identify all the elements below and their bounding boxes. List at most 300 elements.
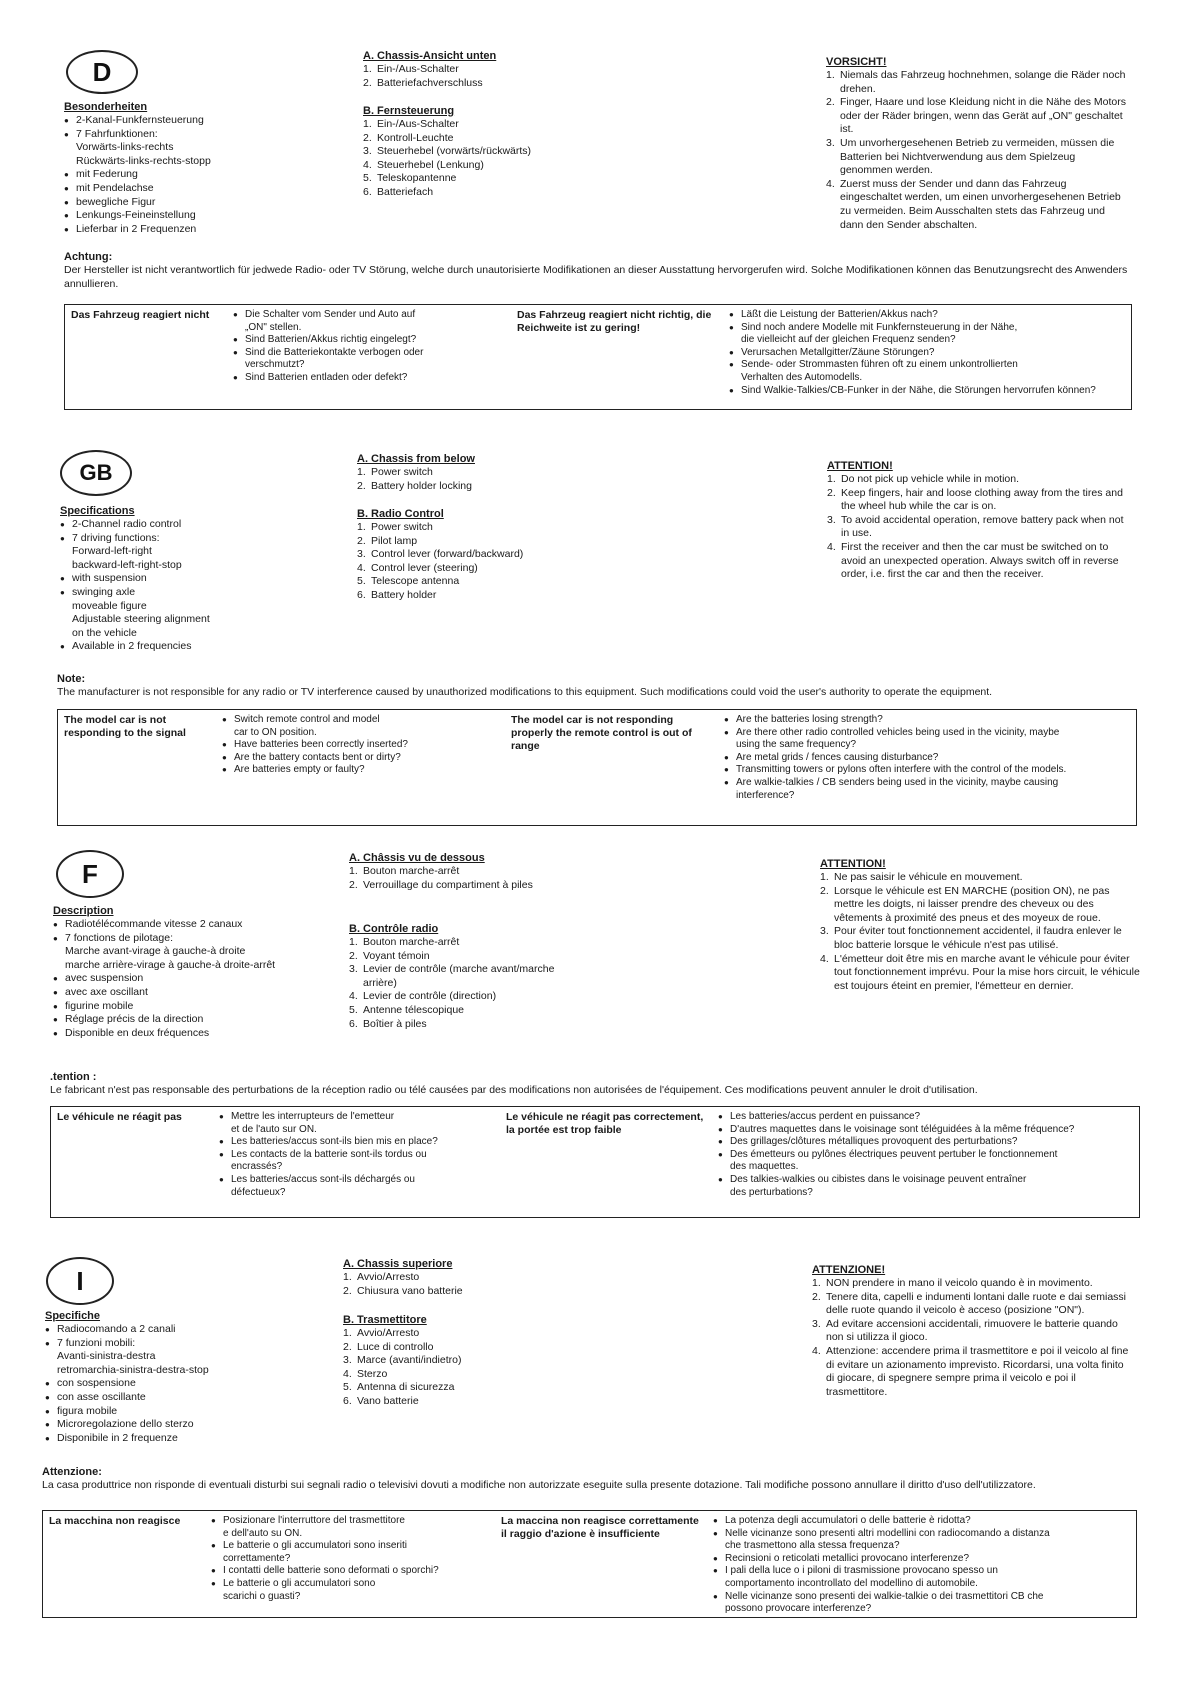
item-number: 1. xyxy=(812,1277,821,1289)
item-number: 3. xyxy=(827,513,836,526)
language-badge-fr: F xyxy=(56,850,124,898)
chassis-block xyxy=(363,50,603,90)
feature-item: Avanti-sinistra-destra xyxy=(57,1350,156,1363)
problem-label: La macchina non reagisce xyxy=(49,1515,181,1527)
check-item: e dell'auto su ON. xyxy=(223,1527,303,1539)
check-item: ● Nelle vicinanze sono presenti dei walkie-talkie o dei trasmettitori CB che xyxy=(713,1591,1123,1604)
item-number: 2. xyxy=(363,131,372,144)
check-item: ● D'autres maquettes dans le voisinage sont téléguidées à la même fréquence? xyxy=(718,1124,1108,1137)
feature-item: Marche avant-virage à gauche-à droite xyxy=(65,945,246,958)
language-badge-gb: GB xyxy=(60,450,132,496)
features-block xyxy=(53,905,323,1040)
item-text: Zuerst muss der Sender und dann das Fahrzeug eingeschaltet werden, um einen unvorhergesehenen Betrieb zu vermeiden. Beim Ausschalten stets das Fahrzeug und dann den Sender abschalten. xyxy=(840,177,1121,231)
warning-item xyxy=(812,1345,1132,1399)
feature-item: moveable figure xyxy=(72,599,147,612)
problem-label: Le véhicule ne réagit pas correctement, la portée est trop faible xyxy=(506,1111,704,1136)
item-text: Teleskopantenne xyxy=(377,172,457,185)
remote-item xyxy=(363,172,603,186)
feature-item: ● Radiocomando a 2 canali xyxy=(45,1323,315,1337)
remote-block xyxy=(349,923,589,1031)
item-number: 1. xyxy=(343,1327,352,1339)
checks-list xyxy=(713,1515,1123,1616)
item-text: Batteriefach xyxy=(377,185,434,198)
checks-list xyxy=(718,1111,1108,1199)
warning-list xyxy=(820,871,1140,993)
chassis-title: A. Chassis superiore xyxy=(343,1258,453,1270)
item-text: Pilot lamp xyxy=(371,534,418,547)
feature-item: ● 2-Channel radio control xyxy=(60,518,330,532)
remote-title: B. Contrôle radio xyxy=(349,923,439,935)
check-item: défectueux? xyxy=(231,1186,286,1198)
feature-item: ● Disponibile in 2 frequenze xyxy=(45,1432,315,1446)
item-number: 4. xyxy=(349,990,358,1003)
remote-item xyxy=(363,118,603,132)
feature-item: on the vehicle xyxy=(72,626,137,639)
chassis-list xyxy=(349,865,589,892)
checks-list xyxy=(233,309,473,385)
item-text: Lorsque le véhicule est EN MARCHE (position ON), ne pas mettre les doigts, ni laisser prendre des cheveux ou des vêtements à proximité des pneus et des moyeux de roue. xyxy=(834,884,1110,924)
chassis-list xyxy=(343,1271,583,1298)
item-number: 1. xyxy=(363,118,372,130)
remote-item xyxy=(349,936,589,950)
item-number: 6. xyxy=(363,185,372,198)
item-text: Keep fingers, hair and loose clothing away from the tires and the wheel hub while the car is on. xyxy=(841,486,1123,513)
remote-item xyxy=(343,1381,583,1395)
check-item: des maquettes. xyxy=(730,1161,799,1173)
item-number: 5. xyxy=(357,575,366,588)
remote-item xyxy=(343,1341,583,1355)
item-text: Verrouillage du compartiment à piles xyxy=(363,878,533,891)
legal-note xyxy=(57,673,1137,700)
item-number: 2. xyxy=(349,949,358,962)
item-text: Control lever (steering) xyxy=(371,561,478,574)
item-text: Attenzione: accendere prima il trasmettitore e poi il veicolo al fine di evitare un azionamento imprevisto. Ricordarsi, una volta finito di giocare, di spegnere sempre prima il veicolo e poi il trasmettitore. xyxy=(826,1344,1129,1398)
feature-item: ● 2-Kanal-Funkfernsteuerung xyxy=(64,114,334,128)
warning-item xyxy=(820,871,1140,885)
remote-item xyxy=(363,186,603,200)
warning-item xyxy=(827,473,1127,487)
item-text: Power switch xyxy=(371,521,433,533)
item-text: Avvio/Arresto xyxy=(357,1271,420,1283)
item-number: 1. xyxy=(357,466,366,478)
note-title: Achtung: xyxy=(64,251,113,263)
warning-item xyxy=(826,137,1126,178)
remote-item xyxy=(343,1368,583,1382)
remote-item xyxy=(343,1395,583,1409)
check-item: ● Sind Walkie-Talkies/CB-Funker in der Nähe, die Störungen hervorrufen können? xyxy=(729,385,1109,398)
troubleshooting-table xyxy=(50,1106,1140,1218)
check-item: ● Are metal grids / fences causing disturbance? xyxy=(724,752,1124,765)
check-item: ● Are batteries empty or faulty? xyxy=(222,764,462,777)
check-item: ● Are there other radio controlled vehicles being used in the vicinity, maybe xyxy=(724,727,1124,740)
chassis-item xyxy=(357,480,597,494)
check-item: ● Recinsioni o reticolati metallici provocano interferenze? xyxy=(713,1553,1123,1566)
item-text: Bouton marche-arrêt xyxy=(363,865,460,877)
item-text: Ein-/Aus-Schalter xyxy=(377,63,459,75)
feature-item: ● 7 funzioni mobili: xyxy=(45,1337,315,1351)
item-text: Batteriefachverschluss xyxy=(377,76,483,89)
item-number: 4. xyxy=(820,952,829,965)
remote-item xyxy=(349,990,589,1004)
check-item: ● Sind Batterien entladen oder defekt? xyxy=(233,372,473,385)
check-item: comportamento incontrollato del modellino di automobile. xyxy=(725,1577,978,1589)
item-text: Battery holder xyxy=(371,588,437,601)
features-list xyxy=(64,114,334,236)
check-item: ● Have batteries been correctly inserted? xyxy=(222,739,462,752)
remote-title: B. Trasmettitore xyxy=(343,1314,427,1326)
check-item: ● Transmitting towers or pylons often interfere with the control of the models. xyxy=(724,764,1124,777)
features-title: Description xyxy=(53,905,114,917)
item-text: Boîtier à piles xyxy=(363,1017,427,1030)
remote-item xyxy=(357,535,597,549)
item-number: 3. xyxy=(357,548,366,561)
feature-item: ● 7 fonctions de pilotage: xyxy=(53,932,323,946)
item-number: 1. xyxy=(820,871,829,883)
feature-item: ● 7 Fahrfunktionen: xyxy=(64,128,334,142)
features-title: Specifications xyxy=(60,505,135,517)
item-number: 4. xyxy=(357,561,366,574)
check-item: ● I contatti delle batterie sono deformati o sporchi? xyxy=(211,1565,471,1578)
check-item: ● Sind noch andere Modelle mit Funkfernsteuerung in der Nähe, xyxy=(729,322,1109,335)
feature-item: ● figurine mobile xyxy=(53,1000,323,1014)
item-text: Steuerhebel (vorwärts/rückwärts) xyxy=(377,145,532,158)
item-text: Finger, Haare und lose Kleidung nicht in die Nähe des Motors oder der Räder bringen, wenn das Gerät auf „ON" geschaltet ist. xyxy=(840,96,1127,136)
feature-item: backward-left-right-stop xyxy=(72,558,182,571)
language-badge-de: D xyxy=(66,50,138,94)
check-item: ● Des émetteurs ou pylônes électriques peuvent pertuber le fonctionnement xyxy=(718,1149,1108,1162)
note-title: .tention : xyxy=(50,1071,97,1083)
item-number: 4. xyxy=(827,540,836,553)
check-item: ● La potenza degli accumulatori o delle batterie è ridotta? xyxy=(713,1515,1123,1528)
feature-item: ● avec axe oscillant xyxy=(53,986,323,1000)
warning-item xyxy=(812,1318,1132,1345)
item-text: Tenere dita, capelli e indumenti lontani dalle ruote e dai semiassi delle ruote quando il veicolo è acceso (posizione "ON"). xyxy=(826,1290,1127,1317)
features-block xyxy=(45,1310,315,1445)
item-text: Telescope antenna xyxy=(371,575,460,588)
chassis-item xyxy=(349,879,589,893)
remote-block xyxy=(357,508,597,603)
chassis-item xyxy=(363,63,603,77)
warning-title: VORSICHT! xyxy=(826,56,887,68)
item-number: 3. xyxy=(343,1354,352,1367)
note-title: Note: xyxy=(57,673,86,685)
warning-item xyxy=(826,96,1126,137)
chassis-item xyxy=(343,1285,583,1299)
legal-note xyxy=(42,1466,1122,1493)
remote-title: B. Radio Control xyxy=(357,508,444,520)
problem-label: Das Fahrzeug reagiert nicht xyxy=(71,309,210,321)
item-number: 4. xyxy=(343,1367,352,1380)
note-text: Le fabricant n'est pas responsable des perturbations de la réception radio ou télé causées par des modifications non autorisées de l'équipement. Ces modifications peuvent annuler le droit d'utilisation. xyxy=(50,1084,978,1096)
item-number: 1. xyxy=(827,473,836,485)
features-title: Besonderheiten xyxy=(64,101,148,113)
check-item: ● Sind Batterien/Akkus richtig eingelegt? xyxy=(233,334,473,347)
item-number: 2. xyxy=(357,534,366,547)
warning-item xyxy=(812,1277,1132,1291)
item-number: 1. xyxy=(826,69,835,81)
troubleshooting-table xyxy=(64,304,1132,410)
remote-list xyxy=(363,118,603,200)
remote-list xyxy=(357,521,597,603)
item-text: Ad evitare accensioni accidentali, rimuovere le batterie quando non si utilizza il gioco. xyxy=(826,1317,1118,1344)
item-text: Do not pick up vehicle while in motion. xyxy=(841,473,1020,485)
check-item: verschmutzt? xyxy=(245,359,305,371)
troubleshooting-table xyxy=(42,1510,1137,1618)
check-item: ● Are the battery contacts bent or dirty? xyxy=(222,752,462,765)
chassis-item xyxy=(357,466,597,480)
warning-item xyxy=(826,178,1126,232)
check-item: ● Sind die Batteriekontakte verbogen oder xyxy=(233,347,473,360)
item-number: 2. xyxy=(812,1290,821,1303)
warning-block xyxy=(812,1264,1132,1399)
check-item: ● Des talkies-walkies ou cibistes dans le voisinage peuvent entraîner xyxy=(718,1174,1108,1187)
check-item: ● Verursachen Metallgitter/Zäune Störungen? xyxy=(729,347,1109,360)
check-item: ● Are the batteries losing strength? xyxy=(724,714,1124,727)
remote-item xyxy=(349,963,589,990)
item-number: 5. xyxy=(349,1003,358,1016)
chassis-list xyxy=(357,466,597,493)
remote-item xyxy=(343,1354,583,1368)
item-text: Pour éviter tout fonctionnement accidentel, il faudra enlever le bloc batterie lorsque le véhicule n'est pas utilisé. xyxy=(834,925,1122,951)
warning-block xyxy=(820,858,1140,993)
feature-item: ● bewegliche Figur xyxy=(64,196,334,210)
warning-item xyxy=(812,1291,1132,1318)
check-item: die vielleicht auf der gleichen Frequenz senden? xyxy=(741,334,956,346)
feature-item: retromarchia-sinistra-destra-stop xyxy=(57,1363,209,1376)
chassis-item xyxy=(343,1271,583,1285)
item-text: Steuerhebel (Lenkung) xyxy=(377,158,484,171)
remote-item xyxy=(363,159,603,173)
warning-item xyxy=(820,953,1140,994)
item-text: Voyant témoin xyxy=(363,949,430,962)
chassis-list xyxy=(363,63,603,90)
chassis-item xyxy=(349,865,589,879)
check-item: ● Des grillages/clôtures métalliques provoquent des perturbations? xyxy=(718,1136,1108,1149)
check-item: ● Mettre les interrupteurs de l'emetteur xyxy=(219,1111,469,1124)
feature-item: ● Disponible en deux fréquences xyxy=(53,1027,323,1041)
warning-list xyxy=(812,1277,1132,1399)
warning-title: ATTENTION! xyxy=(827,460,893,472)
item-text: Power switch xyxy=(371,466,433,478)
feature-item: ● with suspension xyxy=(60,572,330,586)
warning-block xyxy=(827,460,1127,582)
remote-item xyxy=(357,562,597,576)
warning-list xyxy=(827,473,1127,582)
feature-item: ● Available in 2 frequencies xyxy=(60,640,330,654)
item-number: 1. xyxy=(357,521,366,533)
item-number: 6. xyxy=(357,588,366,601)
feature-item: ● Réglage précis de la direction xyxy=(53,1013,323,1027)
feature-item: ● 7 driving functions: xyxy=(60,532,330,546)
feature-item: ● figura mobile xyxy=(45,1405,315,1419)
item-text: Luce di controllo xyxy=(357,1340,434,1353)
problem-label: La maccina non reagisce correttamente il raggio d'azione è insufficiente xyxy=(501,1515,699,1540)
feature-item: ● mit Pendelachse xyxy=(64,182,334,196)
feature-item: ● Lieferbar in 2 Frequenzen xyxy=(64,223,334,237)
check-item: ● Le batterie o gli accumulatori sono inseriti xyxy=(211,1540,471,1553)
item-number: 1. xyxy=(349,865,358,877)
remote-item xyxy=(343,1327,583,1341)
legal-note xyxy=(64,251,1144,291)
item-text: To avoid accidental operation, remove battery pack when not in use. xyxy=(841,513,1124,540)
features-block xyxy=(60,505,330,654)
note-title: Attenzione: xyxy=(42,1466,102,1478)
item-text: Levier de contrôle (direction) xyxy=(363,990,497,1003)
item-number: 2. xyxy=(349,878,358,891)
check-item: ● Le batterie o gli accumulatori sono xyxy=(211,1578,471,1591)
check-item: ● Nelle vicinanze sono presenti altri modellini con radiocomando a distanza xyxy=(713,1528,1123,1541)
check-item: ● Les batteries/accus sont-ils déchargés ou xyxy=(219,1174,469,1187)
check-item: ● Läßt die Leistung der Batterien/Akkus nach? xyxy=(729,309,1109,322)
remote-item xyxy=(363,132,603,146)
remote-item xyxy=(357,575,597,589)
features-list xyxy=(53,918,323,1040)
chassis-block xyxy=(343,1258,583,1298)
warning-item xyxy=(827,487,1127,514)
remote-item xyxy=(349,1004,589,1018)
note-text: Der Hersteller ist nicht verantwortlich für jedwede Radio- oder TV Störung, welche durch unautorisierte Modifikationen an dieser Ausstattung hervorgerufen wird. Solche Modifikationen können das Benutzungsrecht des Anwenders annullieren. xyxy=(64,264,1128,290)
warning-item xyxy=(827,514,1127,541)
check-item: using the same frequency? xyxy=(736,739,857,751)
check-item: interference? xyxy=(736,789,795,801)
item-number: 2. xyxy=(363,76,372,89)
remote-item xyxy=(349,1018,589,1032)
item-number: 5. xyxy=(363,172,372,185)
checks-list xyxy=(724,714,1124,802)
check-item: „ON" stellen. xyxy=(245,321,302,333)
item-number: 6. xyxy=(343,1394,352,1407)
item-number: 4. xyxy=(363,158,372,171)
item-text: Levier de contrôle (marche avant/marche arrière) xyxy=(363,963,555,989)
check-item: correttamente? xyxy=(223,1552,291,1564)
check-item: ● Switch remote control and model xyxy=(222,714,462,727)
check-item: ● Les batteries/accus perdent en puissance? xyxy=(718,1111,1108,1124)
checks-list xyxy=(211,1515,471,1603)
item-number: 4. xyxy=(826,177,835,190)
features-list xyxy=(60,518,330,654)
feature-item: ● Lenkungs-Feineinstellung xyxy=(64,209,334,223)
item-text: Antenne télescopique xyxy=(363,1003,464,1016)
chassis-title: A. Chassis-Ansicht unten xyxy=(363,50,497,62)
check-item: possono provocare interferenze? xyxy=(725,1603,872,1615)
warning-item xyxy=(827,541,1127,582)
remote-item xyxy=(357,521,597,535)
chassis-title: A. Chassis from below xyxy=(357,453,475,465)
remote-list xyxy=(349,936,589,1031)
item-text: Vano batterie xyxy=(357,1394,419,1407)
item-number: 1. xyxy=(349,936,358,948)
feature-item: Forward-left-right xyxy=(72,545,152,558)
note-text: La casa produttrice non risponde di eventuali disturbi sui segnali radio o televisivi dovuti a modifiche non autorizzate eseguite sulla presente dotazione. Tali modifiche possono annullare il diritto d'uso dell'utilizzatore. xyxy=(42,1479,1036,1491)
item-number: 3. xyxy=(812,1317,821,1330)
feature-item: marche arrière-virage à gauche-à droite-arrêt xyxy=(65,958,276,971)
features-block xyxy=(64,101,334,236)
feature-item: ● avec suspension xyxy=(53,972,323,986)
item-text: NON prendere in mano il veicolo quando è in movimento. xyxy=(826,1277,1093,1289)
check-item: ● Les batteries/accus sont-ils bien mis en place? xyxy=(219,1136,469,1149)
language-badge-it: I xyxy=(46,1257,114,1305)
remote-list xyxy=(343,1327,583,1409)
check-item: che trasmettono alla stessa frequenza? xyxy=(725,1540,900,1552)
item-text: Ein-/Aus-Schalter xyxy=(377,118,459,130)
check-item: ● Sende- oder Strommasten führen oft zu einem unkontrollierten xyxy=(729,359,1109,372)
warning-block xyxy=(826,56,1126,232)
item-number: 3. xyxy=(349,963,358,976)
item-text: Um unvorhergesehenen Betrieb zu vermeiden, müssen die Batterien bei Nichtverwendung aus dem Spielzeug genommen werden. xyxy=(840,136,1115,177)
chassis-block xyxy=(349,852,589,892)
item-text: Control lever (forward/backward) xyxy=(371,548,524,561)
troubleshooting-table xyxy=(57,709,1137,826)
check-item: encrassés? xyxy=(231,1161,283,1173)
item-number: 6. xyxy=(349,1017,358,1030)
item-number: 3. xyxy=(363,145,372,158)
item-text: Battery holder locking xyxy=(371,479,472,492)
item-number: 2. xyxy=(357,479,366,492)
item-text: L'émetteur doit être mis en marche avant le véhicule pour éviter tout fonctionnement imprévu. Pour la mise hors circuit, le véhicule est toujours éteint en premier, l'émetteur en dernier. xyxy=(834,952,1140,992)
item-number: 5. xyxy=(343,1381,352,1394)
check-item: et de l'auto sur ON. xyxy=(231,1123,317,1135)
problem-label: The model car is not responding to the signal xyxy=(64,714,186,739)
feature-item: Vorwärts-links-rechts xyxy=(76,141,174,154)
features-title: Specifiche xyxy=(45,1310,101,1322)
check-item: car to ON position. xyxy=(234,726,317,738)
item-number: 1. xyxy=(363,63,372,75)
item-number: 2. xyxy=(343,1284,352,1297)
feature-item: Adjustable steering alignment xyxy=(72,613,210,626)
check-item: Verhalten des Automodells. xyxy=(741,371,863,383)
check-item: ● Posizionare l'interruttore del trasmettitore xyxy=(211,1515,471,1528)
item-number: 1. xyxy=(343,1271,352,1283)
item-text: Antenna di sicurezza xyxy=(357,1381,455,1394)
warning-item xyxy=(826,69,1126,96)
remote-item xyxy=(363,145,603,159)
warning-item xyxy=(820,885,1140,926)
remote-item xyxy=(357,548,597,562)
checks-list xyxy=(222,714,462,777)
note-text: The manufacturer is not responsible for any radio or TV interference caused by unauthorized modifications to this equipment. Such modifications could void the user's authority to operate the equipment. xyxy=(57,686,993,698)
remote-item xyxy=(357,589,597,603)
warning-title: ATTENZIONE! xyxy=(812,1264,886,1276)
item-text: Sterzo xyxy=(357,1367,388,1380)
checks-list xyxy=(729,309,1109,397)
feature-item: ● Microregolazione dello sterzo xyxy=(45,1418,315,1432)
item-text: Avvio/Arresto xyxy=(357,1327,420,1339)
check-item: ● Are walkie-talkies / CB senders being used in the vicinity, maybe causing xyxy=(724,777,1124,790)
item-text: Bouton marche-arrêt xyxy=(363,936,460,948)
problem-label: The model car is not responding properly the remote control is out of range xyxy=(511,714,692,752)
problem-label: Das Fahrzeug reagiert nicht richtig, die Reichweite ist zu gering! xyxy=(517,309,712,334)
remote-item xyxy=(349,950,589,964)
item-number: 3. xyxy=(820,925,829,938)
chassis-title: A. Châssis vu de dessous xyxy=(349,852,485,864)
feature-item: ● Radiotélécommande vitesse 2 canaux xyxy=(53,918,323,932)
item-text: First the receiver and then the car must be switched on to avoid an unexpected operation. Always switch off in reverse order, i.e. first the car and then the receiver. xyxy=(841,540,1119,581)
feature-item: ● swinging axle xyxy=(60,586,330,600)
item-text: Chiusura vano batterie xyxy=(357,1284,463,1297)
item-number: 2. xyxy=(343,1340,352,1353)
item-number: 2. xyxy=(826,96,835,109)
chassis-item xyxy=(363,77,603,91)
item-number: 4. xyxy=(812,1344,821,1357)
check-item: ● I pali della luce o i piloni di trasmissione provocano spesso un xyxy=(713,1565,1123,1578)
item-text: Niemals das Fahrzeug hochnehmen, solange die Räder noch drehen. xyxy=(840,69,1126,95)
feature-item: ● con sospensione xyxy=(45,1377,315,1391)
feature-item: Rückwärts-links-rechts-stopp xyxy=(76,154,211,167)
legal-note xyxy=(50,1071,1130,1098)
item-text: Ne pas saisir le véhicule en mouvement. xyxy=(834,871,1023,883)
remote-block xyxy=(363,105,603,200)
feature-item: ● con asse oscillante xyxy=(45,1391,315,1405)
